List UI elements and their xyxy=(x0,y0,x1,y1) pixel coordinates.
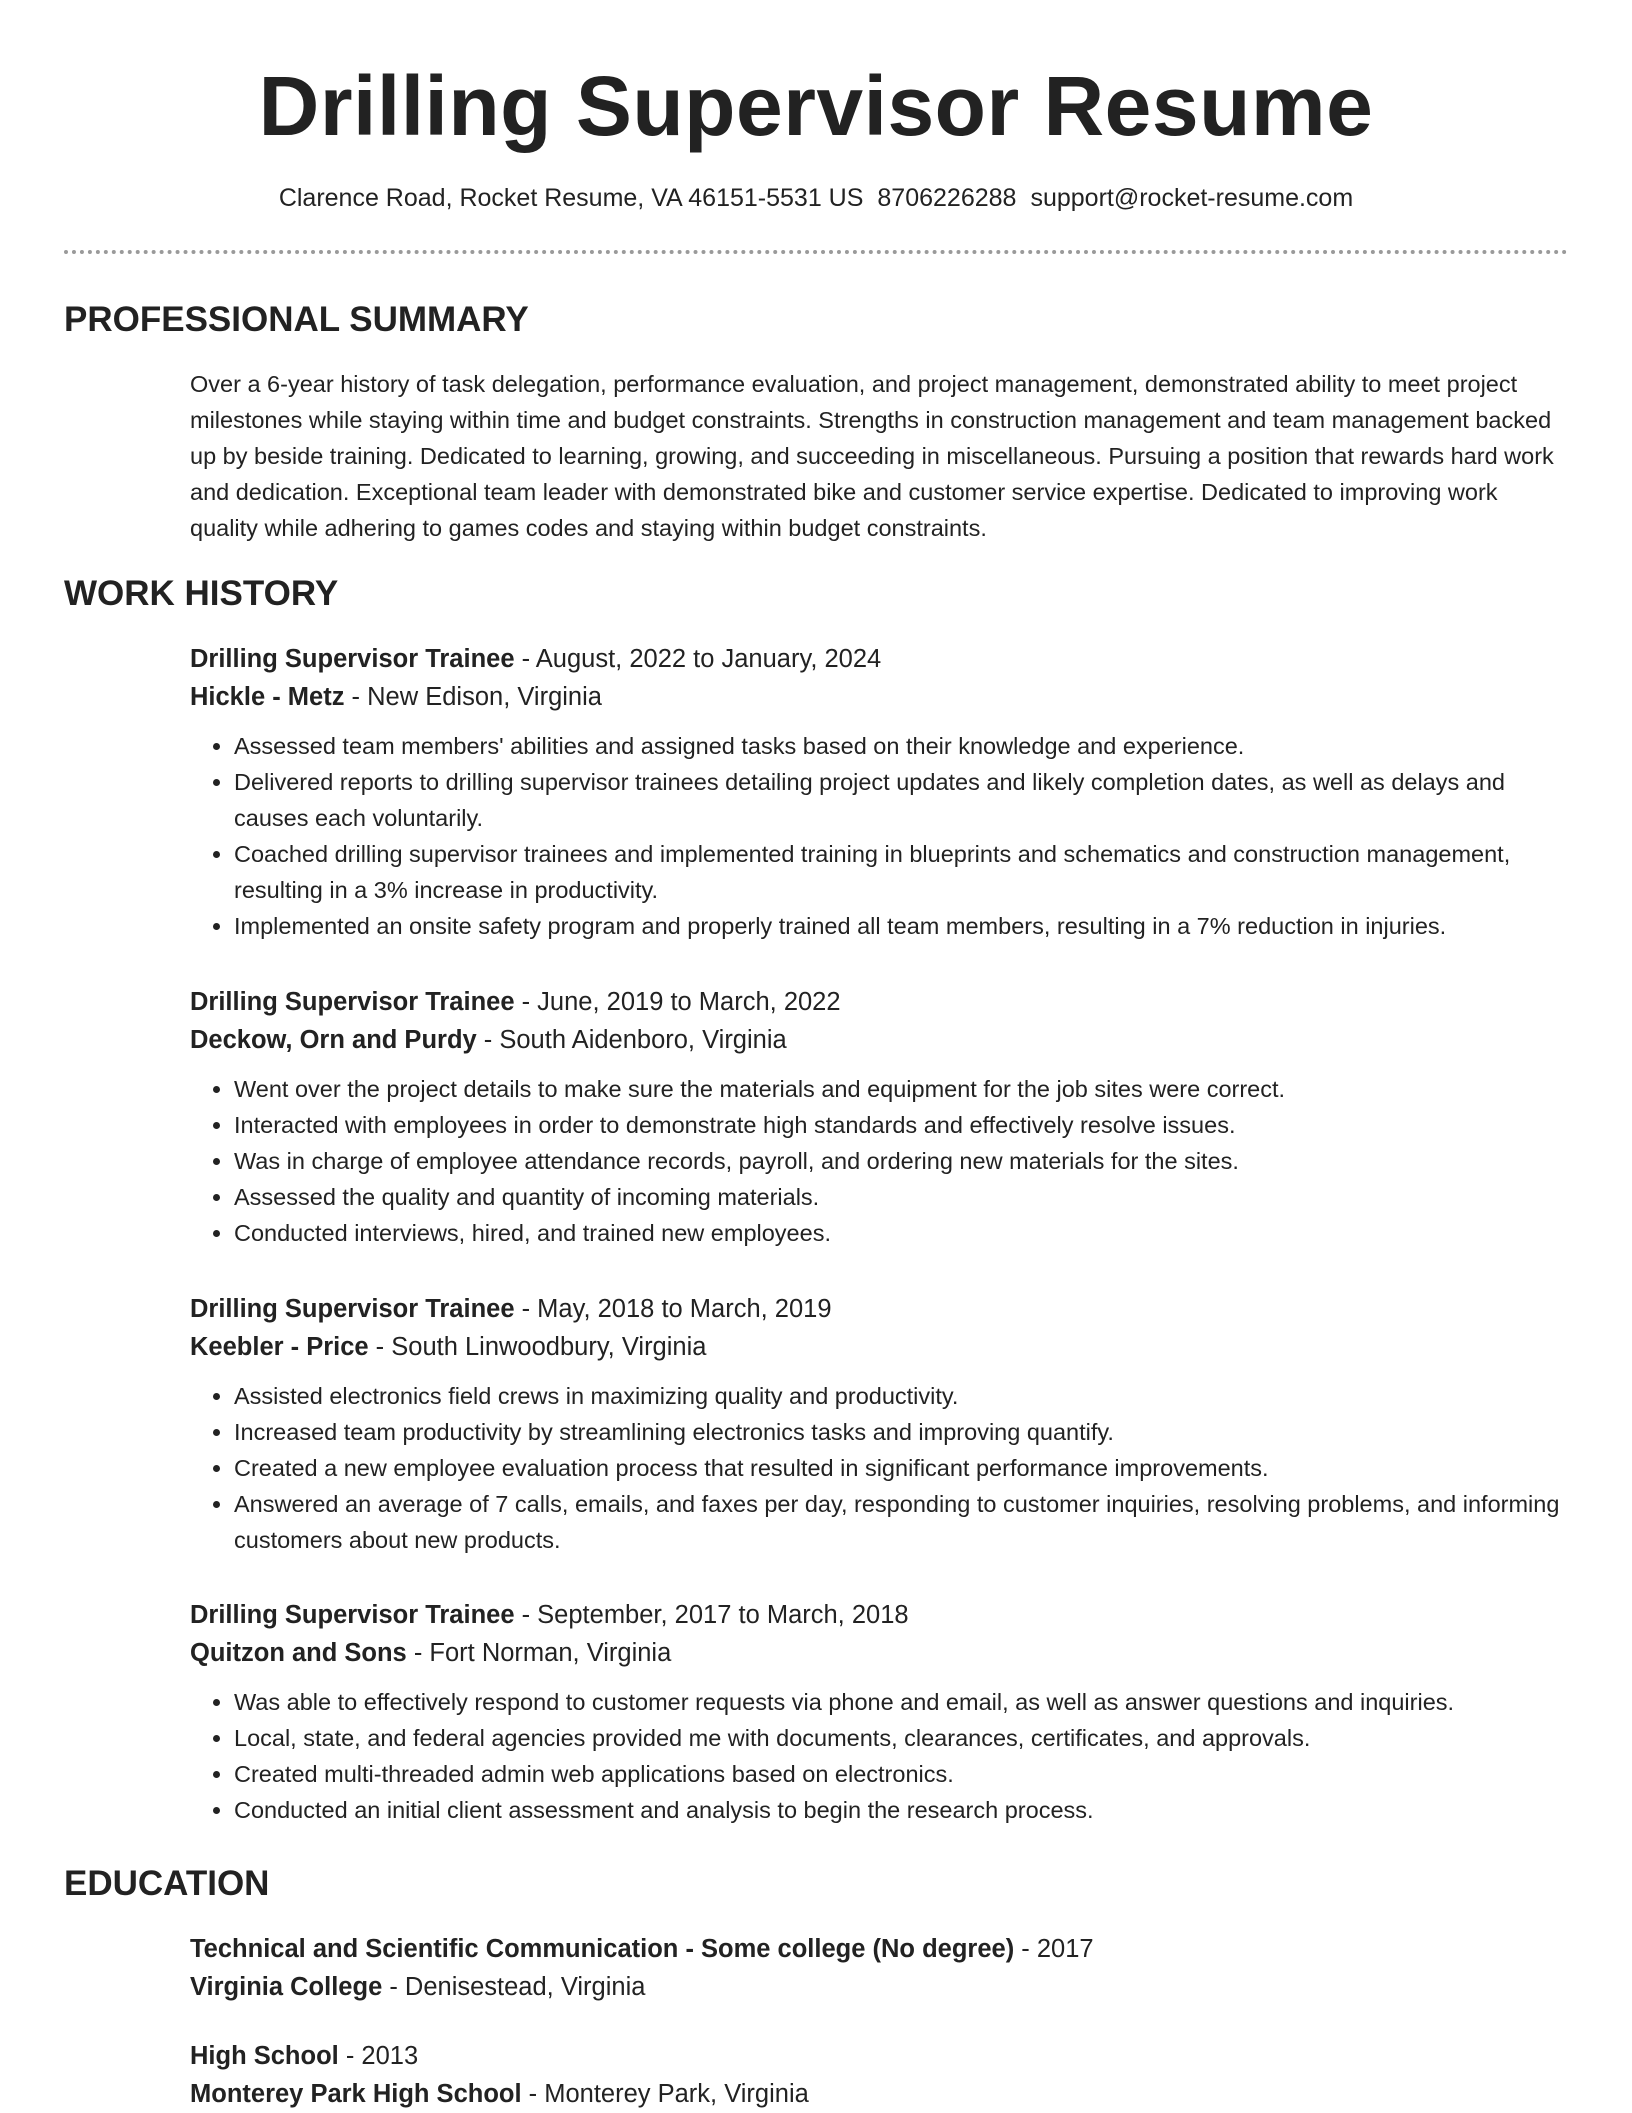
job-bullets xyxy=(190,1378,1570,1558)
job-bullet: • Conducted interviews, hired, and trained new employees. xyxy=(234,1215,1570,1251)
job-bullet: • Answered an average of 7 calls, emails, and faxes per day, responding to customer inquiries, resolving problems, and informing customers about new products. xyxy=(234,1486,1570,1558)
job-entry xyxy=(190,1290,1570,1558)
contact-line xyxy=(0,182,1632,214)
job-entry xyxy=(190,1596,1570,1828)
work-history-heading: WORK HISTORY xyxy=(64,574,339,613)
job-title-line xyxy=(190,983,1570,1021)
education-degree-line xyxy=(190,2037,1570,2075)
job-bullet: • Was able to effectively respond to customer requests via phone and email, as well as answer questions and inquiries. xyxy=(234,1684,1570,1720)
summary-heading: PROFESSIONAL SUMMARY xyxy=(64,300,529,339)
job-title: Drilling Supervisor Trainee xyxy=(190,1295,515,1323)
job-company: Deckow, Orn and Purdy xyxy=(190,1026,477,1054)
job-entry xyxy=(190,640,1570,944)
job-bullet: • Delivered reports to drilling supervisor trainees detailing project updates and likely completion dates, as well as delays and causes each voluntarily. xyxy=(234,764,1570,836)
job-location: - Fort Norman, Virginia xyxy=(406,1639,672,1667)
job-company: Hickle - Metz xyxy=(190,683,345,711)
job-bullet: • Conducted an initial client assessment and analysis to begin the research process. xyxy=(234,1792,1570,1828)
contact-phone: 8706226288 xyxy=(877,184,1017,212)
job-company-line xyxy=(190,1021,1570,1059)
education-degree-line xyxy=(190,1930,1570,1968)
header-divider xyxy=(64,250,1568,254)
job-bullet: • Coached drilling supervisor trainees and implemented training in blueprints and schematics and construction management, resulting in a 3% increase in productivity. xyxy=(234,836,1570,908)
job-title-line xyxy=(190,1596,1570,1634)
job-bullets xyxy=(190,1071,1570,1251)
education-school-line xyxy=(190,1968,1570,2006)
summary-text: Over a 6-year history of task delegation, performance evaluation, and project management, demonstrated ability to meet project milestones while staying within time and budget constraints. Strengths in construction management and team management backed up by beside training. Dedicated to learning, growing, and succeeding in miscellaneous. Pursuing a position that rewards hard work and dedication. Exceptional team leader with demonstrated bike and customer service expertise. Dedicated to improving work quality while adhering to games codes and staying within budget constraints. xyxy=(190,371,1554,541)
job-title: Drilling Supervisor Trainee xyxy=(190,988,515,1016)
job-bullet: • Went over the project details to make sure the materials and equipment for the job sites were correct. xyxy=(234,1071,1570,1107)
education-degree: High School xyxy=(190,2042,339,2070)
job-bullet: • Created a new employee evaluation process that resulted in significant performance improvements. xyxy=(234,1450,1570,1486)
job-title-line xyxy=(190,640,1570,678)
job-dates: - August, 2022 to January, 2024 xyxy=(514,645,882,673)
job-entry xyxy=(190,983,1570,1251)
job-company-line xyxy=(190,1634,1570,1672)
job-dates: - September, 2017 to March, 2018 xyxy=(514,1601,909,1629)
job-company-line xyxy=(190,1328,1570,1366)
job-bullets xyxy=(190,1684,1570,1828)
job-bullet: • Local, state, and federal agencies provided me with documents, clearances, certificates, and approvals. xyxy=(234,1720,1570,1756)
job-location: - New Edison, Virginia xyxy=(344,683,602,711)
education-school-line xyxy=(190,2075,1570,2113)
education-location: - Monterey Park, Virginia xyxy=(521,2080,809,2108)
job-bullet: • Interacted with employees in order to demonstrate high standards and effectively resolve issues. xyxy=(234,1107,1570,1143)
job-bullet: • Assisted electronics field crews in maximizing quality and productivity. xyxy=(234,1378,1570,1414)
education-degree: Technical and Scientific Communication - Some college (No degree) xyxy=(190,1935,1015,1963)
education-entry xyxy=(190,1930,1570,2006)
job-dates: - June, 2019 to March, 2022 xyxy=(514,988,841,1016)
education-school: Monterey Park High School xyxy=(190,2080,522,2108)
job-company-line xyxy=(190,678,1570,716)
education-school: Virginia College xyxy=(190,1973,383,2001)
education-heading: EDUCATION xyxy=(64,1864,270,1903)
education-location: - Denisestead, Virginia xyxy=(382,1973,646,2001)
job-bullet: • Implemented an onsite safety program and properly trained all team members, resulting in a 7% reduction in injuries. xyxy=(234,908,1570,944)
contact-email[interactable]: support@rocket-resume.com xyxy=(1030,184,1354,212)
job-bullet: • Was in charge of employee attendance records, payroll, and ordering new materials for the sites. xyxy=(234,1143,1570,1179)
job-company: Quitzon and Sons xyxy=(190,1639,407,1667)
job-bullets xyxy=(190,728,1570,944)
job-bullet: • Assessed team members' abilities and assigned tasks based on their knowledge and experience. xyxy=(234,728,1570,764)
education-year: - 2017 xyxy=(1014,1935,1094,1963)
job-title: Drilling Supervisor Trainee xyxy=(190,645,515,673)
job-dates: - May, 2018 to March, 2019 xyxy=(514,1295,832,1323)
job-bullet: • Increased team productivity by streamlining electronics tasks and improving quantify. xyxy=(234,1414,1570,1450)
job-title-line xyxy=(190,1290,1570,1328)
contact-address: Clarence Road, Rocket Resume, VA 46151-5531 US xyxy=(278,184,864,212)
job-bullet: • Created multi-threaded admin web applications based on electronics. xyxy=(234,1756,1570,1792)
job-location: - South Aidenboro, Virginia xyxy=(476,1026,787,1054)
education-year: - 2013 xyxy=(338,2042,419,2070)
job-title: Drilling Supervisor Trainee xyxy=(190,1601,515,1629)
resume-title: Drilling Supervisor Resume xyxy=(258,59,1374,153)
job-company: Keebler - Price xyxy=(190,1333,369,1361)
job-location: - South Linwoodbury, Virginia xyxy=(368,1333,707,1361)
job-bullet: • Assessed the quality and quantity of incoming materials. xyxy=(234,1179,1570,1215)
education-entry xyxy=(190,2037,1570,2113)
